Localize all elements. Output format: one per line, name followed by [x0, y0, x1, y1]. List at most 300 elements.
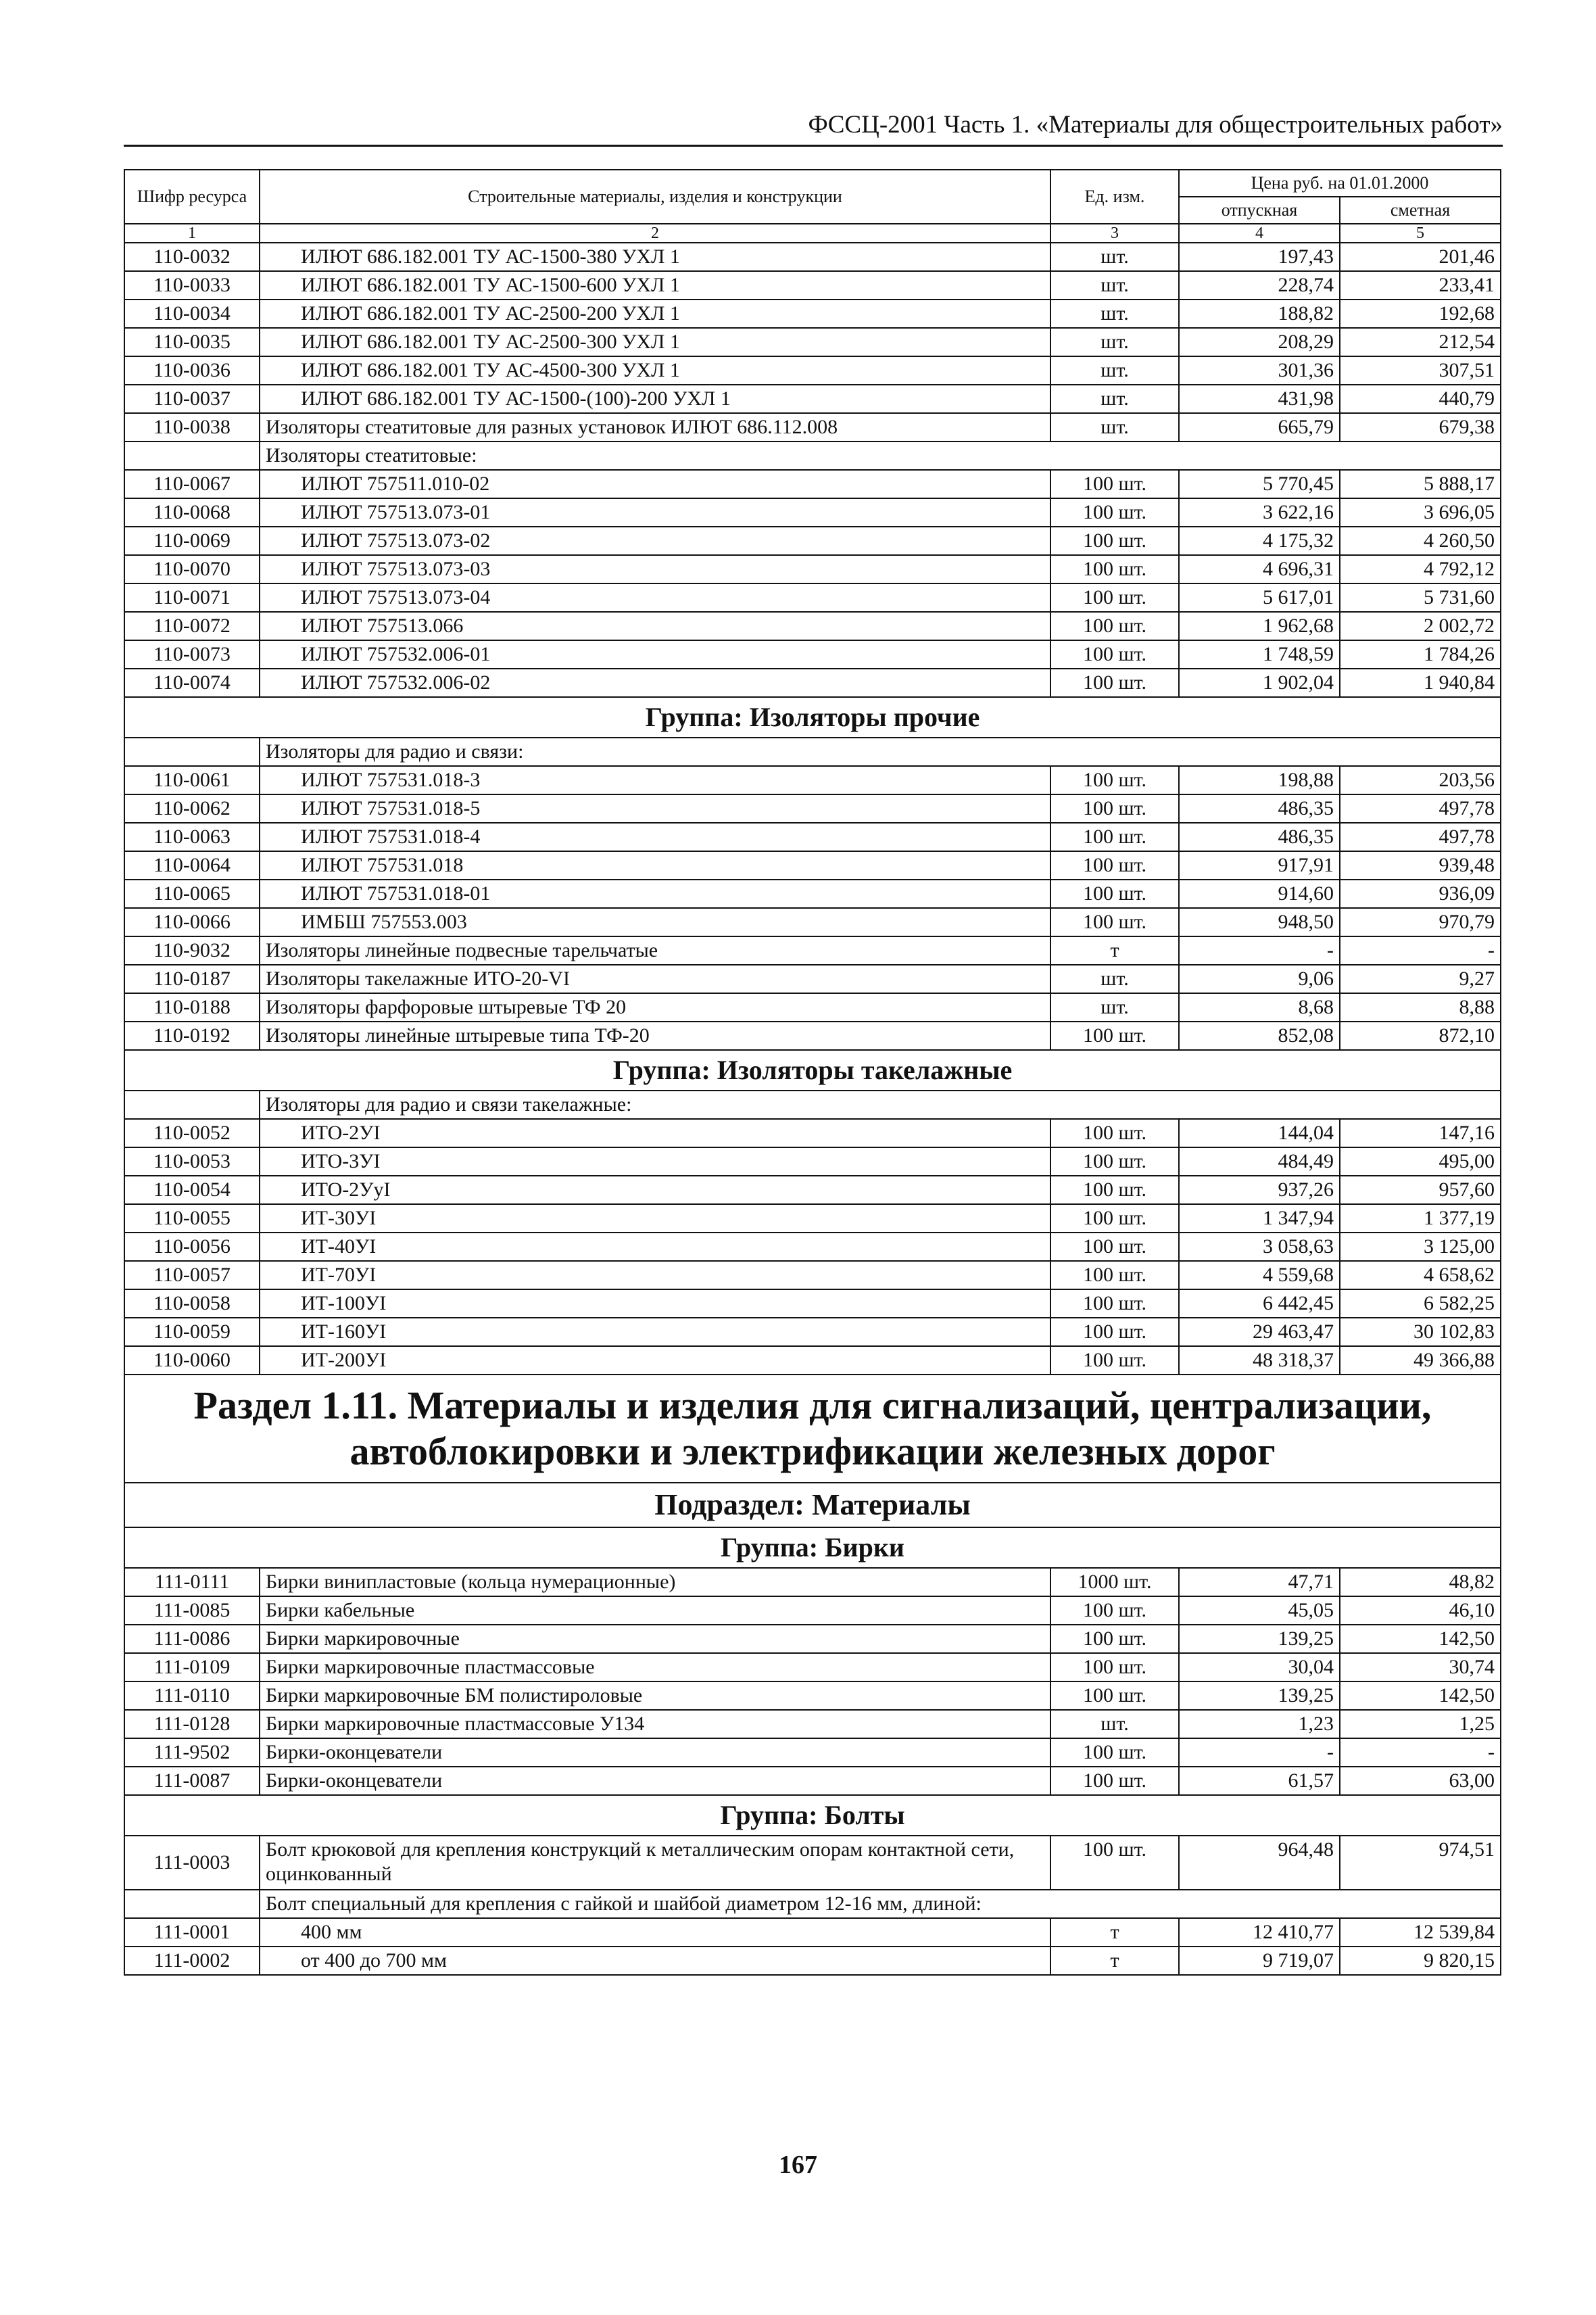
resource-code: 110-0038	[124, 413, 260, 441]
unit-cell: 100 шт.	[1050, 1738, 1179, 1767]
subgroup-row	[124, 1890, 1501, 1918]
release-price: 45,05	[1179, 1596, 1340, 1625]
unit-cell: шт.	[1050, 385, 1179, 413]
table-row	[124, 1836, 1501, 1890]
resource-code: 110-0071	[124, 583, 260, 612]
subgroup-row	[124, 441, 1501, 470]
estimate-price: 939,48	[1340, 851, 1501, 880]
table-row	[124, 1568, 1501, 1596]
estimate-price: 142,50	[1340, 1681, 1501, 1710]
empty-code-cell	[124, 1091, 260, 1119]
table-row	[124, 823, 1501, 851]
unit-cell: 100 шт.	[1050, 612, 1179, 640]
release-price: 914,60	[1179, 880, 1340, 908]
item-name: Бирки маркировочные пластмассовые	[260, 1653, 1050, 1681]
resource-code: 110-0054	[124, 1176, 260, 1204]
resource-code: 111-0086	[124, 1625, 260, 1653]
release-price: 139,25	[1179, 1681, 1340, 1710]
unit-cell: 100 шт.	[1050, 823, 1179, 851]
estimate-price: 957,60	[1340, 1176, 1501, 1204]
unit-cell: 100 шт.	[1050, 1625, 1179, 1653]
release-price: 852,08	[1179, 1022, 1340, 1050]
table-row	[124, 1022, 1501, 1050]
group-heading	[124, 1795, 1501, 1836]
group-heading-cell: Группа: Изоляторы такелажные	[124, 1050, 1501, 1091]
resource-code: 110-0033	[124, 271, 260, 300]
estimate-price: 974,51	[1340, 1836, 1501, 1890]
resource-code: 110-0068	[124, 498, 260, 527]
item-name: ИЛЮТ 757531.018-01	[260, 880, 1050, 908]
estimate-price: 970,79	[1340, 908, 1501, 936]
release-price: 197,43	[1179, 243, 1340, 271]
resource-code: 110-0035	[124, 328, 260, 356]
table-row	[124, 385, 1501, 413]
unit-cell: шт.	[1050, 1710, 1179, 1738]
estimate-price: 30,74	[1340, 1653, 1501, 1681]
table-row	[124, 413, 1501, 441]
release-price: 139,25	[1179, 1625, 1340, 1653]
table-row	[124, 1318, 1501, 1346]
unit-cell: 100 шт.	[1050, 1596, 1179, 1625]
col-header-release: отпускная	[1179, 197, 1340, 224]
item-name: Изоляторы такелажные ИТО-20-VI	[260, 965, 1050, 993]
item-name: Бирки кабельные	[260, 1596, 1050, 1625]
col-header-estimate: сметная	[1340, 197, 1501, 224]
release-price: -	[1179, 1738, 1340, 1767]
unit-cell: 100 шт.	[1050, 1836, 1179, 1890]
table-row	[124, 328, 1501, 356]
resource-code: 110-0067	[124, 470, 260, 498]
resource-code: 110-0066	[124, 908, 260, 936]
release-price: 1 962,68	[1179, 612, 1340, 640]
table-row	[124, 1147, 1501, 1176]
subgroup-label: Изоляторы для радио и связи такелажные:	[260, 1091, 1501, 1119]
estimate-price: 4 792,12	[1340, 555, 1501, 583]
estimate-price: 307,51	[1340, 356, 1501, 385]
unit-cell: т	[1050, 936, 1179, 965]
item-name: ИТ-40УI	[260, 1233, 1050, 1261]
item-name: ИТО-2УуI	[260, 1176, 1050, 1204]
release-price: 29 463,47	[1179, 1318, 1340, 1346]
resource-code: 111-0002	[124, 1947, 260, 1975]
resource-code: 111-0110	[124, 1681, 260, 1710]
table-row	[124, 851, 1501, 880]
subsection-heading	[124, 1483, 1501, 1527]
resource-code: 110-0074	[124, 669, 260, 697]
estimate-price: 936,09	[1340, 880, 1501, 908]
release-price: 964,48	[1179, 1836, 1340, 1890]
release-price: 47,71	[1179, 1568, 1340, 1596]
release-price: 486,35	[1179, 823, 1340, 851]
release-price: 9,06	[1179, 965, 1340, 993]
release-price: 484,49	[1179, 1147, 1340, 1176]
subgroup-label: Изоляторы для радио и связи:	[260, 738, 1501, 766]
item-name: ИЛЮТ 686.182.001 ТУ АС-1500-600 УХЛ 1	[260, 271, 1050, 300]
item-name: ИЛЮТ 757513.073-04	[260, 583, 1050, 612]
estimate-price: 30 102,83	[1340, 1318, 1501, 1346]
release-price: 144,04	[1179, 1119, 1340, 1147]
estimate-price: 872,10	[1340, 1022, 1501, 1050]
item-name: Изоляторы стеатитовые для разных установок ИЛЮТ 686.112.008	[260, 413, 1050, 441]
resource-code: 110-0072	[124, 612, 260, 640]
table-row	[124, 470, 1501, 498]
resource-code: 110-0069	[124, 527, 260, 555]
estimate-price: 192,68	[1340, 300, 1501, 328]
table-row	[124, 527, 1501, 555]
item-name: Изоляторы линейные подвесные тарельчатые	[260, 936, 1050, 965]
table-row	[124, 1233, 1501, 1261]
estimate-price: 3 696,05	[1340, 498, 1501, 527]
estimate-price: 4 260,50	[1340, 527, 1501, 555]
estimate-price: 46,10	[1340, 1596, 1501, 1625]
estimate-price: 5 731,60	[1340, 583, 1501, 612]
column-number: 1	[124, 224, 260, 243]
resource-code: 110-0034	[124, 300, 260, 328]
item-name: ИТ-200УI	[260, 1346, 1050, 1375]
item-name: Изоляторы фарфоровые штыревые ТФ 20	[260, 993, 1050, 1022]
estimate-price: 440,79	[1340, 385, 1501, 413]
resource-code: 110-0062	[124, 794, 260, 823]
table-row	[124, 1653, 1501, 1681]
item-name: ИЛЮТ 757513.073-01	[260, 498, 1050, 527]
release-price: 8,68	[1179, 993, 1340, 1022]
column-number: 4	[1179, 224, 1340, 243]
item-name: Бирки винипластовые (кольца нумерационные)	[260, 1568, 1050, 1596]
release-price: -	[1179, 936, 1340, 965]
table-row	[124, 766, 1501, 794]
col-header-code: Шифр ресурса	[124, 170, 260, 224]
release-price: 1 347,94	[1179, 1204, 1340, 1233]
item-name: Бирки маркировочные пластмассовые У134	[260, 1710, 1050, 1738]
release-price: 5 770,45	[1179, 470, 1340, 498]
estimate-price: -	[1340, 1738, 1501, 1767]
release-price: 9 719,07	[1179, 1947, 1340, 1975]
empty-code-cell	[124, 1890, 260, 1918]
estimate-price: 147,16	[1340, 1119, 1501, 1147]
column-number: 3	[1050, 224, 1179, 243]
release-price: 228,74	[1179, 271, 1340, 300]
item-name: Бирки маркировочные БМ полистироловые	[260, 1681, 1050, 1710]
subsection-heading-cell: Подраздел: Материалы	[124, 1483, 1501, 1527]
item-name: Бирки-оконцеватели	[260, 1767, 1050, 1795]
estimate-price: 3 125,00	[1340, 1233, 1501, 1261]
unit-cell: 100 шт.	[1050, 1119, 1179, 1147]
table-row	[124, 794, 1501, 823]
table-row	[124, 555, 1501, 583]
running-header	[124, 110, 1503, 147]
estimate-price: 63,00	[1340, 1767, 1501, 1795]
estimate-price: 497,78	[1340, 794, 1501, 823]
item-name: 400 мм	[260, 1918, 1050, 1947]
table-row	[124, 1346, 1501, 1375]
section-heading-cell: Раздел 1.11. Материалы и изделия для сигнализаций, централизации, автоблокировки и электрификации железных дорог	[124, 1375, 1501, 1483]
item-name: ИЛЮТ 757532.006-01	[260, 640, 1050, 669]
estimate-price: 1 377,19	[1340, 1204, 1501, 1233]
table-header-row	[124, 170, 1501, 197]
resource-code: 110-0056	[124, 1233, 260, 1261]
resource-code: 110-0070	[124, 555, 260, 583]
column-number: 5	[1340, 224, 1501, 243]
item-name: ИЛЮТ 757532.006-02	[260, 669, 1050, 697]
empty-code-cell	[124, 738, 260, 766]
resource-code: 110-0055	[124, 1204, 260, 1233]
resource-code: 110-0057	[124, 1261, 260, 1289]
estimate-price: 9,27	[1340, 965, 1501, 993]
release-price: 1 902,04	[1179, 669, 1340, 697]
unit-cell: 100 шт.	[1050, 766, 1179, 794]
item-name: Бирки маркировочные	[260, 1625, 1050, 1653]
estimate-price: 9 820,15	[1340, 1947, 1501, 1975]
unit-cell: шт.	[1050, 328, 1179, 356]
unit-cell: 100 шт.	[1050, 1653, 1179, 1681]
table-row	[124, 965, 1501, 993]
release-price: 948,50	[1179, 908, 1340, 936]
group-heading-cell: Группа: Изоляторы прочие	[124, 697, 1501, 738]
item-name: ИТ-70УI	[260, 1261, 1050, 1289]
item-name: ИМБШ 757553.003	[260, 908, 1050, 936]
header-title: ФССЦ-2001 Часть 1. «Материалы для общестроительных работ»	[808, 111, 1503, 139]
estimate-price: 497,78	[1340, 823, 1501, 851]
unit-cell: 100 шт.	[1050, 1261, 1179, 1289]
unit-cell: 100 шт.	[1050, 1204, 1179, 1233]
estimate-price: 233,41	[1340, 271, 1501, 300]
item-name: ИТ-160УI	[260, 1318, 1050, 1346]
column-number-row	[124, 224, 1501, 243]
item-name: ИТ-100УI	[260, 1289, 1050, 1318]
resource-code: 110-0064	[124, 851, 260, 880]
unit-cell: 100 шт.	[1050, 1176, 1179, 1204]
estimate-price: 6 582,25	[1340, 1289, 1501, 1318]
table-row	[124, 1681, 1501, 1710]
table-row	[124, 612, 1501, 640]
unit-cell: 100 шт.	[1050, 583, 1179, 612]
resource-code: 110-0192	[124, 1022, 260, 1050]
item-name: Болт крюковой для крепления конструкций к металлическим опорам контактной сети, оцинкованный	[260, 1836, 1050, 1890]
resource-code: 110-0036	[124, 356, 260, 385]
unit-cell: 100 шт.	[1050, 794, 1179, 823]
item-name: ИЛЮТ 686.182.001 ТУ АС-2500-300 УХЛ 1	[260, 328, 1050, 356]
price-table	[124, 169, 1501, 1976]
unit-cell: 100 шт.	[1050, 1233, 1179, 1261]
price-table-body	[124, 170, 1501, 1975]
resource-code: 111-0087	[124, 1767, 260, 1795]
col-header-unit: Ед. изм.	[1050, 170, 1179, 224]
unit-cell: шт.	[1050, 243, 1179, 271]
item-name: ИЛЮТ 686.182.001 ТУ АС-1500-(100)-200 УХЛ 1	[260, 385, 1050, 413]
group-heading	[124, 1050, 1501, 1091]
resource-code: 111-9502	[124, 1738, 260, 1767]
table-row	[124, 583, 1501, 612]
resource-code: 110-0187	[124, 965, 260, 993]
unit-cell: 100 шт.	[1050, 880, 1179, 908]
table-row	[124, 993, 1501, 1022]
resource-code: 110-0063	[124, 823, 260, 851]
resource-code: 110-0073	[124, 640, 260, 669]
estimate-price: 5 888,17	[1340, 470, 1501, 498]
section-heading	[124, 1375, 1501, 1483]
resource-code: 110-0032	[124, 243, 260, 271]
table-row	[124, 1710, 1501, 1738]
estimate-price: 2 002,72	[1340, 612, 1501, 640]
unit-cell: шт.	[1050, 300, 1179, 328]
table-row	[124, 1918, 1501, 1947]
item-name: Бирки-оконцеватели	[260, 1738, 1050, 1767]
release-price: 486,35	[1179, 794, 1340, 823]
item-name: ИТ-30УI	[260, 1204, 1050, 1233]
release-price: 1 748,59	[1179, 640, 1340, 669]
estimate-price: 679,38	[1340, 413, 1501, 441]
group-heading-cell: Группа: Бирки	[124, 1527, 1501, 1568]
release-price: 4 175,32	[1179, 527, 1340, 555]
estimate-price: 142,50	[1340, 1625, 1501, 1653]
group-heading	[124, 1527, 1501, 1568]
item-name: ИЛЮТ 686.182.001 ТУ АС-1500-380 УХЛ 1	[260, 243, 1050, 271]
table-row	[124, 1947, 1501, 1975]
estimate-price: 1,25	[1340, 1710, 1501, 1738]
estimate-price: 203,56	[1340, 766, 1501, 794]
item-name: от 400 до 700 мм	[260, 1947, 1050, 1975]
release-price: 12 410,77	[1179, 1918, 1340, 1947]
empty-code-cell	[124, 441, 260, 470]
resource-code: 111-0003	[124, 1836, 260, 1890]
table-row	[124, 271, 1501, 300]
unit-cell: 100 шт.	[1050, 908, 1179, 936]
group-heading	[124, 697, 1501, 738]
estimate-price: 49 366,88	[1340, 1346, 1501, 1375]
item-name: ИЛЮТ 757531.018	[260, 851, 1050, 880]
resource-code: 110-0059	[124, 1318, 260, 1346]
release-price: 1,23	[1179, 1710, 1340, 1738]
table-row	[124, 640, 1501, 669]
release-price: 6 442,45	[1179, 1289, 1340, 1318]
unit-cell: 100 шт.	[1050, 555, 1179, 583]
estimate-price: 1 784,26	[1340, 640, 1501, 669]
resource-code: 111-0085	[124, 1596, 260, 1625]
table-row	[124, 356, 1501, 385]
unit-cell: 100 шт.	[1050, 1289, 1179, 1318]
table-row	[124, 1204, 1501, 1233]
table-row	[124, 243, 1501, 271]
resource-code: 110-0053	[124, 1147, 260, 1176]
group-heading-cell: Группа: Болты	[124, 1795, 1501, 1836]
table-row	[124, 908, 1501, 936]
item-name: ИЛЮТ 757511.010-02	[260, 470, 1050, 498]
release-price: 208,29	[1179, 328, 1340, 356]
resource-code: 111-0109	[124, 1653, 260, 1681]
table-row	[124, 880, 1501, 908]
release-price: 61,57	[1179, 1767, 1340, 1795]
unit-cell: шт.	[1050, 356, 1179, 385]
table-row	[124, 1119, 1501, 1147]
unit-cell: шт.	[1050, 965, 1179, 993]
item-name: ИТО-2УI	[260, 1119, 1050, 1147]
table-row	[124, 300, 1501, 328]
table-row	[124, 1261, 1501, 1289]
estimate-price: 12 539,84	[1340, 1918, 1501, 1947]
unit-cell: т	[1050, 1918, 1179, 1947]
item-name: ИЛЮТ 757513.073-02	[260, 527, 1050, 555]
unit-cell: 100 шт.	[1050, 1346, 1179, 1375]
unit-cell: 100 шт.	[1050, 470, 1179, 498]
resource-code: 110-0058	[124, 1289, 260, 1318]
unit-cell: шт.	[1050, 413, 1179, 441]
release-price: 188,82	[1179, 300, 1340, 328]
resource-code: 110-0060	[124, 1346, 260, 1375]
resource-code: 111-0128	[124, 1710, 260, 1738]
item-name: ИЛЮТ 757531.018-4	[260, 823, 1050, 851]
estimate-price: 8,88	[1340, 993, 1501, 1022]
resource-code: 110-0037	[124, 385, 260, 413]
release-price: 48 318,37	[1179, 1346, 1340, 1375]
resource-code: 110-9032	[124, 936, 260, 965]
release-price: 198,88	[1179, 766, 1340, 794]
unit-cell: 100 шт.	[1050, 1022, 1179, 1050]
table-row	[124, 1289, 1501, 1318]
unit-cell: 1000 шт.	[1050, 1568, 1179, 1596]
release-price: 3 622,16	[1179, 498, 1340, 527]
unit-cell: 100 шт.	[1050, 640, 1179, 669]
unit-cell: 100 шт.	[1050, 1767, 1179, 1795]
col-header-name: Строительные материалы, изделия и конструкции	[260, 170, 1050, 224]
subgroup-row	[124, 738, 1501, 766]
unit-cell: т	[1050, 1947, 1179, 1975]
unit-cell: 100 шт.	[1050, 498, 1179, 527]
unit-cell: 100 шт.	[1050, 1681, 1179, 1710]
item-name: ИЛЮТ 686.182.001 ТУ АС-2500-200 УХЛ 1	[260, 300, 1050, 328]
item-name: ИЛЮТ 757531.018-5	[260, 794, 1050, 823]
release-price: 4 696,31	[1179, 555, 1340, 583]
item-name: Изоляторы линейные штыревые типа ТФ-20	[260, 1022, 1050, 1050]
release-price: 3 058,63	[1179, 1233, 1340, 1261]
unit-cell: шт.	[1050, 271, 1179, 300]
estimate-price: 48,82	[1340, 1568, 1501, 1596]
table-row	[124, 1767, 1501, 1795]
item-name: ИТО-3УI	[260, 1147, 1050, 1176]
estimate-price: 201,46	[1340, 243, 1501, 271]
unit-cell: 100 шт.	[1050, 527, 1179, 555]
unit-cell: 100 шт.	[1050, 851, 1179, 880]
release-price: 30,04	[1179, 1653, 1340, 1681]
estimate-price: 495,00	[1340, 1147, 1501, 1176]
resource-code: 110-0061	[124, 766, 260, 794]
release-price: 937,26	[1179, 1176, 1340, 1204]
resource-code: 111-0001	[124, 1918, 260, 1947]
release-price: 431,98	[1179, 385, 1340, 413]
subgroup-label: Изоляторы стеатитовые:	[260, 441, 1501, 470]
unit-cell: шт.	[1050, 993, 1179, 1022]
unit-cell: 100 шт.	[1050, 669, 1179, 697]
release-price: 917,91	[1179, 851, 1340, 880]
unit-cell: 100 шт.	[1050, 1147, 1179, 1176]
column-number: 2	[260, 224, 1050, 243]
resource-code: 110-0065	[124, 880, 260, 908]
table-row	[124, 1625, 1501, 1653]
estimate-price: -	[1340, 936, 1501, 965]
item-name: ИЛЮТ 757531.018-3	[260, 766, 1050, 794]
release-price: 301,36	[1179, 356, 1340, 385]
table-row	[124, 1176, 1501, 1204]
release-price: 665,79	[1179, 413, 1340, 441]
resource-code: 110-0188	[124, 993, 260, 1022]
estimate-price: 212,54	[1340, 328, 1501, 356]
subgroup-row	[124, 1091, 1501, 1119]
estimate-price: 4 658,62	[1340, 1261, 1501, 1289]
subgroup-label: Болт специальный для крепления с гайкой и шайбой диаметром 12-16 мм, длиной:	[260, 1890, 1501, 1918]
col-header-price: Цена руб. на 01.01.2000	[1179, 170, 1501, 197]
release-price: 5 617,01	[1179, 583, 1340, 612]
table-row	[124, 498, 1501, 527]
unit-cell: 100 шт.	[1050, 1318, 1179, 1346]
